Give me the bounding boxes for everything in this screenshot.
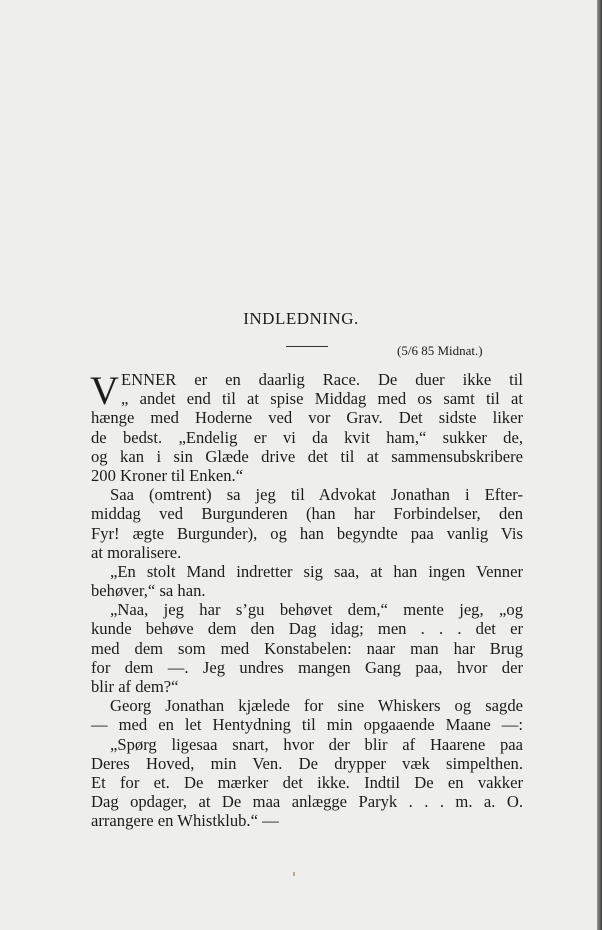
text-line: „Spørg ligesaa snart, hvor der blir af Haarene paa bbox=[110, 734, 523, 754]
body-text bbox=[91, 370, 523, 831]
text-line: Fyr! ægte Burgunder), og han begyndte paa vanlig Vis bbox=[91, 523, 523, 543]
heading-rule bbox=[286, 346, 328, 347]
text-line: Georg Jonathan kjælede for sine Whiskers og sagde bbox=[110, 696, 523, 716]
text-line: „ andet end til at spise Middag med os samt til at bbox=[121, 389, 523, 409]
text-line: at moralisere. bbox=[91, 542, 182, 562]
dateline: (5/6 85 Midnat.) bbox=[397, 343, 483, 358]
text-line: Et for et. De mærker det ikke. Indtil De en vakker bbox=[91, 772, 523, 792]
text-line: og kan i sin Glæde drive det til at sammensubskribere bbox=[91, 446, 523, 466]
text-line: behøver,“ sa han. bbox=[91, 581, 206, 601]
text-line: Dag opdager, at De maa anlægge Paryk . . . m. a. O. bbox=[91, 792, 523, 812]
text-line: „Naa, jeg har s’gu behøvet dem,“ mente jeg, „og bbox=[110, 600, 523, 620]
text-line: med dem som med Konstabelen: naar man har Brug bbox=[91, 638, 523, 658]
text-line: 200 Kroner til Enken.“ bbox=[91, 465, 244, 485]
text-line: blir af dem?“ bbox=[91, 677, 179, 696]
drop-cap: V bbox=[90, 368, 119, 413]
text-line: ENNER er en daarlig Race. De duer ikke til bbox=[121, 370, 523, 389]
page-edge bbox=[597, 0, 602, 930]
text-line: Deres Hoved, min Ven. De drypper væk simpelthen. bbox=[91, 753, 523, 773]
paper-speck bbox=[293, 872, 295, 876]
text-line: Saa (omtrent) sa jeg til Advokat Jonathan i Efter- bbox=[110, 485, 523, 505]
text-line: for dem —. Jeg undres mangen Gang paa, hvor der bbox=[91, 657, 523, 677]
text-line: — med en let Hentydning til min opgaaende Maane —: bbox=[91, 715, 523, 735]
text-line: hænge med Hoderne ved vor Grav. Det sidste liker bbox=[91, 408, 523, 428]
text-line: kunde behøve dem den Dag idag; men . . . det er bbox=[91, 619, 523, 639]
text-line: „En stolt Mand indretter sig saa, at han ingen Venner bbox=[110, 561, 523, 581]
text-line: middag ved Burgunderen (han har Forbindelser, den bbox=[91, 504, 523, 524]
text-line: arrangere en Whistklub.“ — bbox=[91, 811, 279, 831]
text-line: de bedst. „Endelig er vi da kvit ham,“ sukker de, bbox=[91, 427, 523, 447]
chapter-heading: INDLEDNING. bbox=[243, 309, 359, 328]
